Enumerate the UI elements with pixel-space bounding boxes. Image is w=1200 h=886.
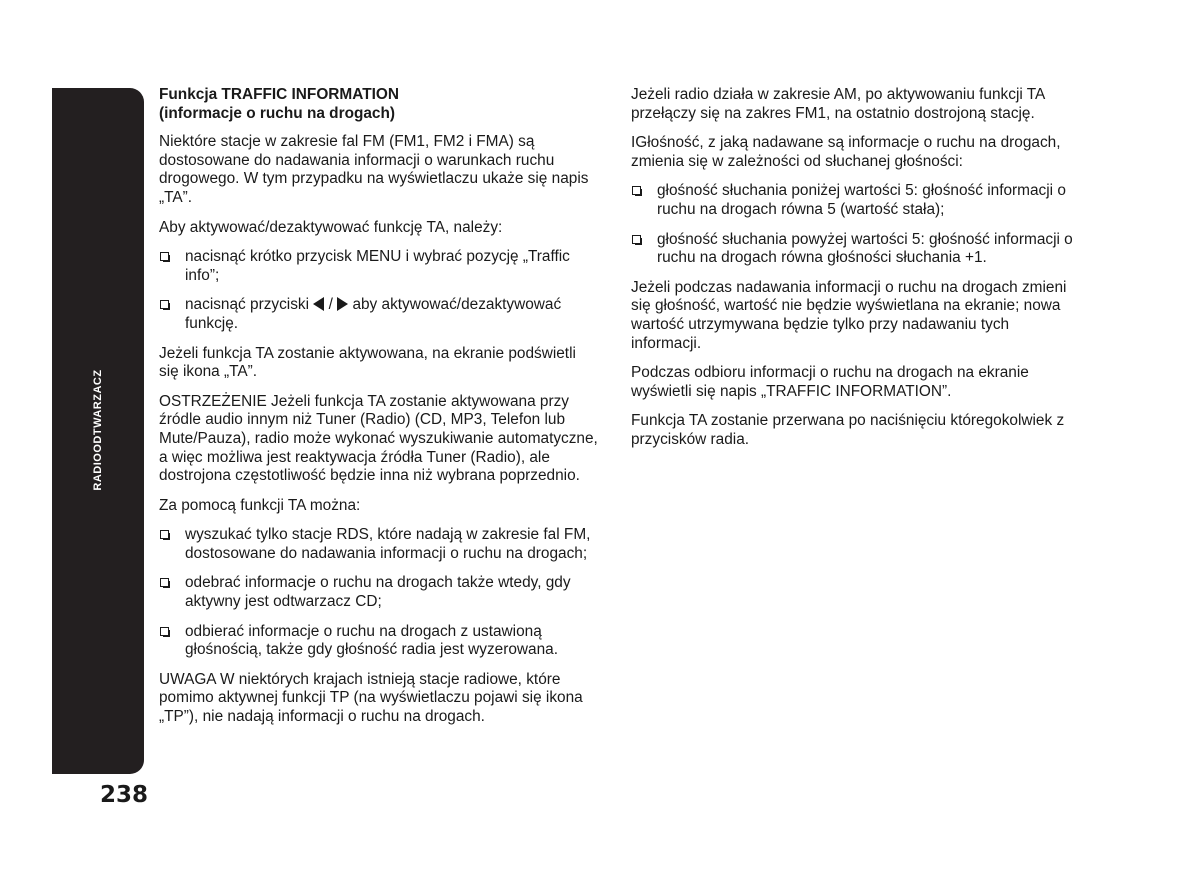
ta-capabilities-list	[159, 526, 599, 660]
list-item	[631, 182, 1073, 219]
paragraph-am-range: Jeżeli radio działa w zakresie AM, po aktywowaniu funkcji TA przełączy się na zakres FM1, na ostatnio dostrojoną stację.	[631, 86, 1045, 122]
paragraph-activation: Aby aktywować/dezaktywować funkcję TA, należy:	[159, 218, 503, 236]
checkbox-bullet-icon	[160, 627, 169, 636]
list-item	[159, 296, 599, 333]
arrow-separator: /	[328, 296, 333, 314]
list-item-text: odebrać informacje o ruchu na drogach także wtedy, gdy aktywny jest odtwarzacz CD;	[185, 574, 571, 611]
list-item	[159, 248, 599, 285]
right-column	[631, 86, 1073, 461]
list-item	[631, 231, 1073, 268]
section-label: RADIOODTWARZACZ	[92, 369, 104, 491]
activation-steps-list	[159, 248, 599, 333]
paragraph-note: UWAGA W niektórych krajach istnieją stacje radiowe, które pomimo aktywnej funkcji TP (na wyświetlaczu pojawi się ikona „TP”), nie nadają informacji o ruchu na drogach.	[159, 670, 583, 726]
section-heading	[159, 86, 599, 123]
list-item-text-after: aby aktywować/dezaktywować funkcję.	[185, 296, 562, 332]
paragraph-ta-icon: Jeżeli funkcja TA zostanie aktywowana, na ekranie podświetli się ikona „TA”.	[159, 344, 576, 381]
list-item-text: wyszukać tylko stacje RDS, które nadają w zakresie fal FM, dostosowane do nadawania informacji o ruchu na drogach;	[185, 526, 591, 562]
left-column	[159, 86, 599, 738]
paragraph-ta-capabilities: Za pomocą funkcji TA można:	[159, 496, 361, 514]
paragraph-warning: OSTRZEŻENIE Jeżeli funkcja TA zostanie aktywowana przy źródle audio innym niż Tuner (Radio) (CD, MP3, Telefon lub Mute/Pauza), radio może wykonać wyszukiwanie automatyczne, a więc możliwa jest reaktywacja źródła Tuner (Radio), ale dostrojona częstotliwość będzie inna niż wybrana poprzednio.	[159, 392, 598, 485]
list-item-text-before: nacisnąć przyciski	[185, 296, 310, 314]
checkbox-bullet-icon	[632, 186, 641, 195]
paragraph-volume-change: Jeżeli podczas nadawania informacji o ruchu na drogach zmieni się głośność, wartość nie będzie wyświetlana na ekranie; nowa wartość utrzymywana będzie tylko przy nadawaniu tych informacji.	[631, 278, 1067, 352]
checkbox-bullet-icon	[160, 578, 169, 587]
heading-line-2: (informacje o ruchu na drogach)	[159, 104, 396, 122]
paragraph-volume: IGłośność, z jaką nadawane są informacje o ruchu na drogach, zmienia się w zależności od słuchanej głośności:	[631, 134, 1061, 170]
paragraph-intro: Niektóre stacje w zakresie fal FM (FM1, FM2 i FMA) są dostosowane do nadawania informacji o warunkach ruchu drogowego. W tym przypadku na wyświetlaczu ukaże się napis „TA”.	[159, 133, 589, 206]
list-item	[159, 574, 599, 611]
list-item	[159, 623, 599, 660]
arrow-left-icon	[313, 297, 324, 311]
list-item-text: odbierać informacje o ruchu na drogach z ustawioną głośnością, także gdy głośność radia jest wyzerowana.	[185, 622, 558, 659]
heading-line-1: Funkcja TRAFFIC INFORMATION	[159, 86, 399, 103]
volume-rules-list	[631, 182, 1073, 267]
paragraph-ta-interrupt: Funkcja TA zostanie przerwana po naciśnięciu któregokolwiek z przycisków radia.	[631, 412, 1065, 448]
page-number: 238	[100, 782, 149, 808]
checkbox-bullet-icon	[160, 252, 169, 261]
checkbox-bullet-icon	[160, 300, 169, 309]
paragraph-display-message: Podczas odbioru informacji o ruchu na drogach na ekranie wyświetli się napis „TRAFFIC INFORMATION”.	[631, 364, 1029, 400]
checkbox-bullet-icon	[632, 235, 641, 244]
arrow-right-icon	[337, 297, 348, 311]
list-item	[159, 526, 599, 563]
list-item-text: nacisnąć krótko przycisk MENU i wybrać pozycję „Traffic info”;	[185, 248, 570, 284]
list-item-text: głośność słuchania poniżej wartości 5: głośność informacji o ruchu na drogach równa 5 (wartość stała);	[657, 182, 1066, 218]
checkbox-bullet-icon	[160, 530, 169, 539]
list-item-text: głośność słuchania powyżej wartości 5: głośność informacji o ruchu na drogach równa głośności słuchania +1.	[657, 230, 1073, 267]
